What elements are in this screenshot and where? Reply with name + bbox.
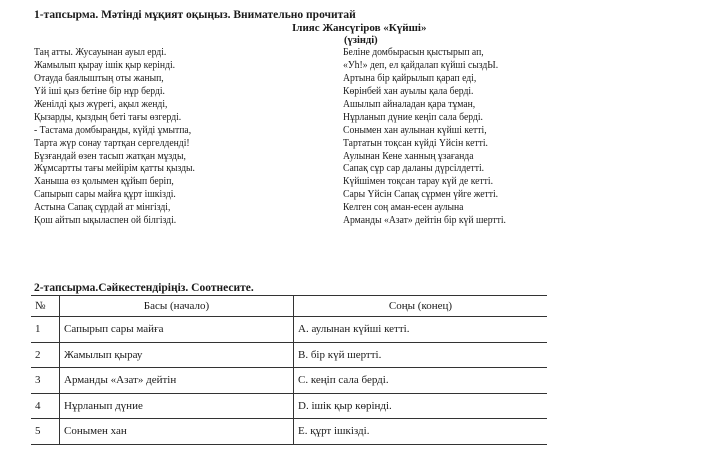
header-num: № xyxy=(31,296,60,317)
poem-line: «Уһ!» деп, ел қайдалап күйші сыздЫ. xyxy=(343,59,499,71)
row-start: Сонымен хан xyxy=(60,419,294,445)
poem-line: Таң атты. Жусауынан ауыл ерді. xyxy=(34,47,167,58)
row-num: 2 xyxy=(31,342,60,368)
poem-left-column xyxy=(34,47,195,228)
poem-line: Аулынан Кене ханның ұзағанда xyxy=(343,150,474,162)
poem-line: Көрінбей хан ауылы қала берді. xyxy=(343,85,474,97)
row-end: D. ішік қыр көрінді. xyxy=(294,393,548,419)
table-row xyxy=(31,317,547,343)
poem-line: Тарта жүр сонау тартқан сергелденді! xyxy=(34,137,190,149)
poem-line: Астына Сапақ сұрдай ат мінгізді, xyxy=(34,202,171,214)
poem-line: Тартатын тоқсан күйді Үйсін кетті. xyxy=(343,137,488,149)
row-start: Сапырып сары майға xyxy=(60,317,294,343)
poem-line: Күйшімен тоқсан тарау күй де кетті. xyxy=(343,176,494,188)
poem-subtitle: (үзінді) xyxy=(344,35,378,46)
poem-line: Жұмсартты тағы мейірім қатты қызды. xyxy=(34,163,195,175)
poem-title: Ілияс Жансүгіров «Күйші» xyxy=(292,22,427,34)
poem-line: Бұзғандай өзен тасып жатқан мұзды, xyxy=(34,150,186,162)
row-start: Жамылып қырау xyxy=(60,342,294,368)
table-header-row xyxy=(31,296,547,317)
header-end: Соңы (конец) xyxy=(294,296,548,317)
poem-line: Арманды «Азат» дейтін бір күй шертті. xyxy=(343,215,506,227)
poem-line: - Тастама домбыраңды, күйді ұмытпа, xyxy=(34,124,192,136)
poem-line: Сары Үйсін Сапақ сұрмен үйге жетті. xyxy=(343,189,499,201)
row-start: Нұрланып дүние xyxy=(60,393,294,419)
poem-line: Ханыша өз қолымен құйып беріп, xyxy=(34,176,174,188)
row-num: 5 xyxy=(31,419,60,445)
poem-line: Келген соң аман-есен аулына xyxy=(343,202,464,214)
poem-line: Ашылып айналадан қара тұман, xyxy=(343,98,476,110)
table-row xyxy=(31,368,547,394)
poem-line: Қош айтып ықыласпен ой білгізді. xyxy=(34,215,177,227)
row-num: 1 xyxy=(31,317,60,343)
table-row xyxy=(31,393,547,419)
row-end: В. бір күй шертті. xyxy=(294,342,548,368)
row-end: Е. құрт ішкізді. xyxy=(294,419,548,445)
poem-line: Сапырып сары майға құрт ішкізді. xyxy=(34,189,176,201)
header-start: Басы (начало) xyxy=(60,296,294,317)
poem-line: Отауда баялыштың оты жанып, xyxy=(34,72,164,84)
poem-line: Артына бір қайрылып қарап еді, xyxy=(343,72,477,84)
poem-line: Қызарды, қыздың беті тағы өзгерді. xyxy=(34,111,182,123)
task1-title: 1-тапсырма. Мәтінді мұқият оқыңыз. Внимательно прочитай xyxy=(34,9,356,21)
poem-line: Үй іші қыз бетіне бір нұр берді. xyxy=(34,85,165,97)
poem-right-column xyxy=(343,47,506,228)
row-num: 4 xyxy=(31,393,60,419)
task2-title: 2-тапсырма.Сәйкестендіріңіз. Соотнесите. xyxy=(34,282,254,294)
poem-line: Женілді қыз жүрегі, ақыл женді, xyxy=(34,98,168,110)
row-num: 3 xyxy=(31,368,60,394)
row-end: А. аулынан күйші кетті. xyxy=(294,317,548,343)
table-row xyxy=(31,342,547,368)
matching-table xyxy=(31,295,547,445)
row-end: С. кеңіп сала берді. xyxy=(294,368,548,394)
poem-line: Сонымен хан аулынан күйші кетті, xyxy=(343,124,487,136)
poem-line: Нұрланып дүние кеңіп сала берді. xyxy=(343,111,483,123)
row-start: Арманды «Азат» дейтін xyxy=(60,368,294,394)
poem-line: Сапақ сұр сар даланы дүрсілдетті. xyxy=(343,163,485,175)
table-row xyxy=(31,419,547,445)
poem-line: Беліне домбырасын қыстырып ап, xyxy=(343,47,484,58)
poem-line: Жамылып қырау ішік қыр керінді. xyxy=(34,59,176,71)
